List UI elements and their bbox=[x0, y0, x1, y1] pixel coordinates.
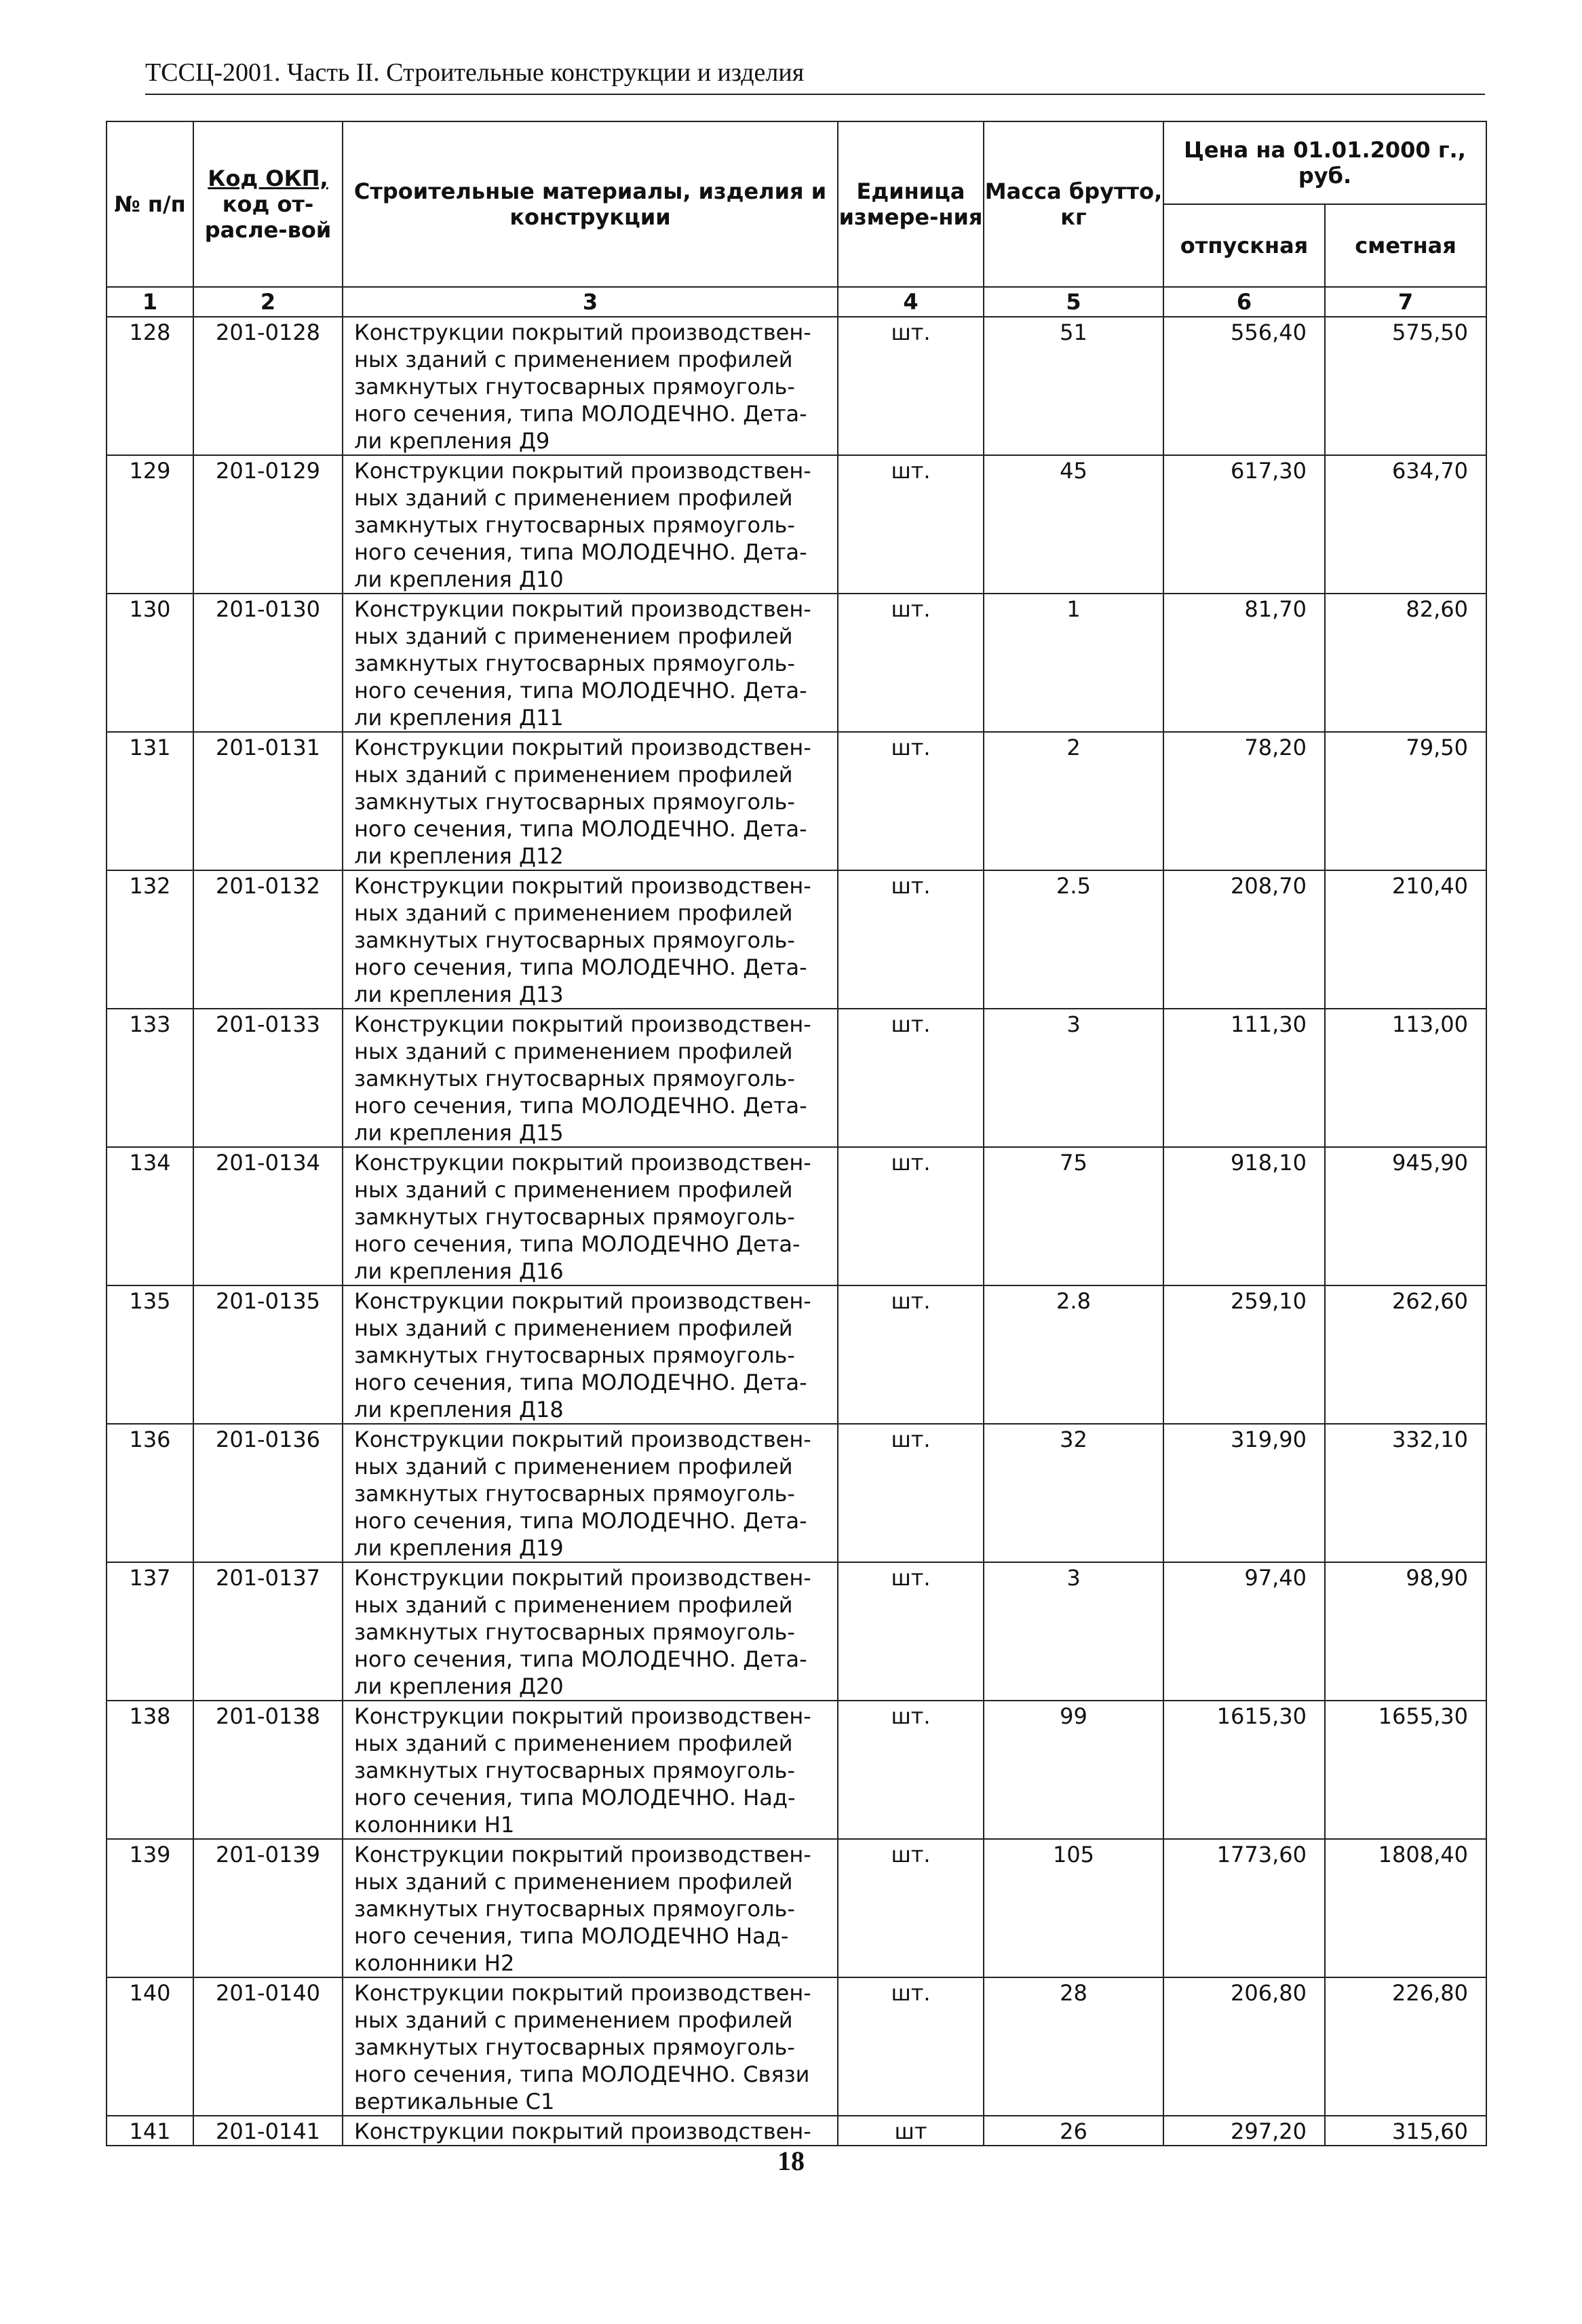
row-number: 137 bbox=[107, 1562, 193, 1701]
header-code-okp: Код ОКП, bbox=[208, 166, 328, 191]
row-code: 201-0136 bbox=[193, 1424, 343, 1562]
row-code: 201-0133 bbox=[193, 1009, 343, 1147]
header-price-group: Цена на 01.01.2000 г., руб. bbox=[1163, 121, 1486, 204]
row-number: 134 bbox=[107, 1147, 193, 1285]
table-row bbox=[107, 317, 1486, 455]
row-number: 128 bbox=[107, 317, 193, 455]
row-unit: шт. bbox=[838, 455, 984, 594]
row-mass: 105 bbox=[984, 1839, 1163, 1977]
row-mass: 2.5 bbox=[984, 870, 1163, 1009]
row-code: 201-0135 bbox=[193, 1285, 343, 1424]
column-number: 4 bbox=[838, 287, 984, 317]
table-row bbox=[107, 594, 1486, 732]
row-mass: 2 bbox=[984, 732, 1163, 870]
table-row bbox=[107, 732, 1486, 870]
row-price-release: 111,30 bbox=[1163, 1009, 1325, 1147]
table-row bbox=[107, 870, 1486, 1009]
row-unit: шт. bbox=[838, 594, 984, 732]
row-name: Конструкции покрытий производствен-ных зданий с применением профилей замкнутых гнутосварных прямоуголь-ного сечения, типа МОЛОДЕЧНО. Дета-ли крепления Д10 bbox=[343, 455, 838, 594]
table-row bbox=[107, 2116, 1486, 2146]
page-title: ТССЦ-2001. Часть II. Строительные конструкции и изделия bbox=[145, 57, 1485, 95]
row-name: Конструкции покрытий производствен-ных зданий с применением профилей замкнутых гнутосварных прямоуголь-ного сечения, типа МОЛОДЕЧНО. Дета-ли крепления Д12 bbox=[343, 732, 838, 870]
row-unit: шт. bbox=[838, 1977, 984, 2116]
row-number: 132 bbox=[107, 870, 193, 1009]
row-price-estimate: 575,50 bbox=[1325, 317, 1486, 455]
row-name: Конструкции покрытий производствен-ных зданий с применением профилей замкнутых гнутосварных прямоуголь-ного сечения, типа МОЛОДЕЧНО. Дета-ли крепления Д11 bbox=[343, 594, 838, 732]
row-mass: 3 bbox=[984, 1562, 1163, 1701]
row-number: 133 bbox=[107, 1009, 193, 1147]
header-code bbox=[193, 121, 343, 287]
row-name: Конструкции покрытий производствен-ных зданий с применением профилей замкнутых гнутосварных прямоуголь-ного сечения, типа МОЛОДЕЧНО Над-колонники Н2 bbox=[343, 1839, 838, 1977]
row-code: 201-0131 bbox=[193, 732, 343, 870]
row-number: 138 bbox=[107, 1701, 193, 1839]
row-price-release: 81,70 bbox=[1163, 594, 1325, 732]
column-number: 3 bbox=[343, 287, 838, 317]
row-code: 201-0140 bbox=[193, 1977, 343, 2116]
row-unit: шт. bbox=[838, 1147, 984, 1285]
row-name: Конструкции покрытий производствен- bbox=[343, 2116, 838, 2146]
row-price-estimate: 332,10 bbox=[1325, 1424, 1486, 1562]
row-name: Конструкции покрытий производствен-ных зданий с применением профилей замкнутых гнутосварных прямоуголь-ного сечения, типа МОЛОДЕЧНО. Дета-ли крепления Д15 bbox=[343, 1009, 838, 1147]
row-mass: 99 bbox=[984, 1701, 1163, 1839]
row-price-release: 297,20 bbox=[1163, 2116, 1325, 2146]
row-unit: шт. bbox=[838, 1009, 984, 1147]
row-name: Конструкции покрытий производствен-ных зданий с применением профилей замкнутых гнутосварных прямоуголь-ного сечения, типа МОЛОДЕЧНО. Над-колонники Н1 bbox=[343, 1701, 838, 1839]
row-mass: 2.8 bbox=[984, 1285, 1163, 1424]
row-mass: 1 bbox=[984, 594, 1163, 732]
column-number: 1 bbox=[107, 287, 193, 317]
row-unit: шт. bbox=[838, 1562, 984, 1701]
row-name: Конструкции покрытий производствен-ных зданий с применением профилей замкнутых гнутосварных прямоуголь-ного сечения, типа МОЛОДЕЧНО. Дета-ли крепления Д13 bbox=[343, 870, 838, 1009]
row-name: Конструкции покрытий производствен-ных зданий с применением профилей замкнутых гнутосварных прямоуголь-ного сечения, типа МОЛОДЕЧНО. Дета-ли крепления Д18 bbox=[343, 1285, 838, 1424]
table-row bbox=[107, 1424, 1486, 1562]
header-mass: Масса брутто, кг bbox=[984, 121, 1163, 287]
table-row bbox=[107, 1285, 1486, 1424]
row-price-estimate: 634,70 bbox=[1325, 455, 1486, 594]
row-price-estimate: 1655,30 bbox=[1325, 1701, 1486, 1839]
table-row bbox=[107, 1977, 1486, 2116]
row-name: Конструкции покрытий производствен-ных зданий с применением профилей замкнутых гнутосварных прямоуголь-ного сечения, типа МОЛОДЕЧНО Дета-ли крепления Д16 bbox=[343, 1147, 838, 1285]
table-row bbox=[107, 1839, 1486, 1977]
row-name: Конструкции покрытий производствен-ных зданий с применением профилей замкнутых гнутосварных прямоуголь-ного сечения, типа МОЛОДЕЧНО. Дета-ли крепления Д9 bbox=[343, 317, 838, 455]
row-code: 201-0137 bbox=[193, 1562, 343, 1701]
row-number: 139 bbox=[107, 1839, 193, 1977]
row-name: Конструкции покрытий производствен-ных зданий с применением профилей замкнутых гнутосварных прямоуголь-ного сечения, типа МОЛОДЕЧНО. Дета-ли крепления Д20 bbox=[343, 1562, 838, 1701]
row-price-estimate: 945,90 bbox=[1325, 1147, 1486, 1285]
row-code: 201-0134 bbox=[193, 1147, 343, 1285]
row-price-release: 918,10 bbox=[1163, 1147, 1325, 1285]
row-price-release: 208,70 bbox=[1163, 870, 1325, 1009]
row-price-release: 319,90 bbox=[1163, 1424, 1325, 1562]
row-price-estimate: 315,60 bbox=[1325, 2116, 1486, 2146]
row-code: 201-0132 bbox=[193, 870, 343, 1009]
row-price-release: 206,80 bbox=[1163, 1977, 1325, 2116]
row-price-estimate: 262,60 bbox=[1325, 1285, 1486, 1424]
row-code: 201-0129 bbox=[193, 455, 343, 594]
row-unit: шт. bbox=[838, 317, 984, 455]
row-mass: 51 bbox=[984, 317, 1163, 455]
row-price-estimate: 79,50 bbox=[1325, 732, 1486, 870]
row-mass: 3 bbox=[984, 1009, 1163, 1147]
row-price-estimate: 210,40 bbox=[1325, 870, 1486, 1009]
row-unit: шт. bbox=[838, 1839, 984, 1977]
row-unit: шт. bbox=[838, 870, 984, 1009]
row-number: 130 bbox=[107, 594, 193, 732]
row-price-release: 97,40 bbox=[1163, 1562, 1325, 1701]
row-mass: 32 bbox=[984, 1424, 1163, 1562]
row-price-estimate: 113,00 bbox=[1325, 1009, 1486, 1147]
row-price-release: 78,20 bbox=[1163, 732, 1325, 870]
row-code: 201-0141 bbox=[193, 2116, 343, 2146]
row-unit: шт bbox=[838, 2116, 984, 2146]
header-unit: Единица измере-ния bbox=[838, 121, 984, 287]
table-row bbox=[107, 455, 1486, 594]
header-price-release: отпускная bbox=[1163, 204, 1325, 287]
row-price-estimate: 82,60 bbox=[1325, 594, 1486, 732]
row-code: 201-0128 bbox=[193, 317, 343, 455]
row-price-estimate: 1808,40 bbox=[1325, 1839, 1486, 1977]
row-price-estimate: 226,80 bbox=[1325, 1977, 1486, 2116]
column-number: 5 bbox=[984, 287, 1163, 317]
row-code: 201-0130 bbox=[193, 594, 343, 732]
price-table bbox=[106, 121, 1487, 2146]
column-number: 7 bbox=[1325, 287, 1486, 317]
column-numbers-row bbox=[107, 287, 1486, 317]
column-number: 6 bbox=[1163, 287, 1325, 317]
row-price-release: 1773,60 bbox=[1163, 1839, 1325, 1977]
row-number: 129 bbox=[107, 455, 193, 594]
row-number: 131 bbox=[107, 732, 193, 870]
row-unit: шт. bbox=[838, 1424, 984, 1562]
row-name: Конструкции покрытий производствен-ных зданий с применением профилей замкнутых гнутосварных прямоуголь-ного сечения, типа МОЛОДЕЧНО. Связи вертикальные С1 bbox=[343, 1977, 838, 2116]
row-price-release: 1615,30 bbox=[1163, 1701, 1325, 1839]
column-number: 2 bbox=[193, 287, 343, 317]
header-num: № п/п bbox=[107, 121, 193, 287]
row-price-release: 617,30 bbox=[1163, 455, 1325, 594]
header-name: Строительные материалы, изделия и конструкции bbox=[343, 121, 838, 287]
row-name: Конструкции покрытий производствен-ных зданий с применением профилей замкнутых гнутосварных прямоуголь-ного сечения, типа МОЛОДЕЧНО. Дета-ли крепления Д19 bbox=[343, 1424, 838, 1562]
row-number: 141 bbox=[107, 2116, 193, 2146]
header-price-estimate: сметная bbox=[1325, 204, 1486, 287]
table-row bbox=[107, 1009, 1486, 1147]
table-row bbox=[107, 1701, 1486, 1839]
table-row bbox=[107, 1147, 1486, 1285]
row-number: 140 bbox=[107, 1977, 193, 2116]
header-code-branch: код от-расле-вой bbox=[204, 191, 332, 243]
row-mass: 26 bbox=[984, 2116, 1163, 2146]
row-number: 136 bbox=[107, 1424, 193, 1562]
row-code: 201-0138 bbox=[193, 1701, 343, 1839]
row-mass: 45 bbox=[984, 455, 1163, 594]
row-code: 201-0139 bbox=[193, 1839, 343, 1977]
row-unit: шт. bbox=[838, 732, 984, 870]
page-number: 18 bbox=[777, 2146, 805, 2176]
row-mass: 75 bbox=[984, 1147, 1163, 1285]
row-mass: 28 bbox=[984, 1977, 1163, 2116]
row-price-release: 259,10 bbox=[1163, 1285, 1325, 1424]
table-row bbox=[107, 1562, 1486, 1701]
row-number: 135 bbox=[107, 1285, 193, 1424]
row-price-estimate: 98,90 bbox=[1325, 1562, 1486, 1701]
row-unit: шт. bbox=[838, 1701, 984, 1839]
row-unit: шт. bbox=[838, 1285, 984, 1424]
row-price-release: 556,40 bbox=[1163, 317, 1325, 455]
